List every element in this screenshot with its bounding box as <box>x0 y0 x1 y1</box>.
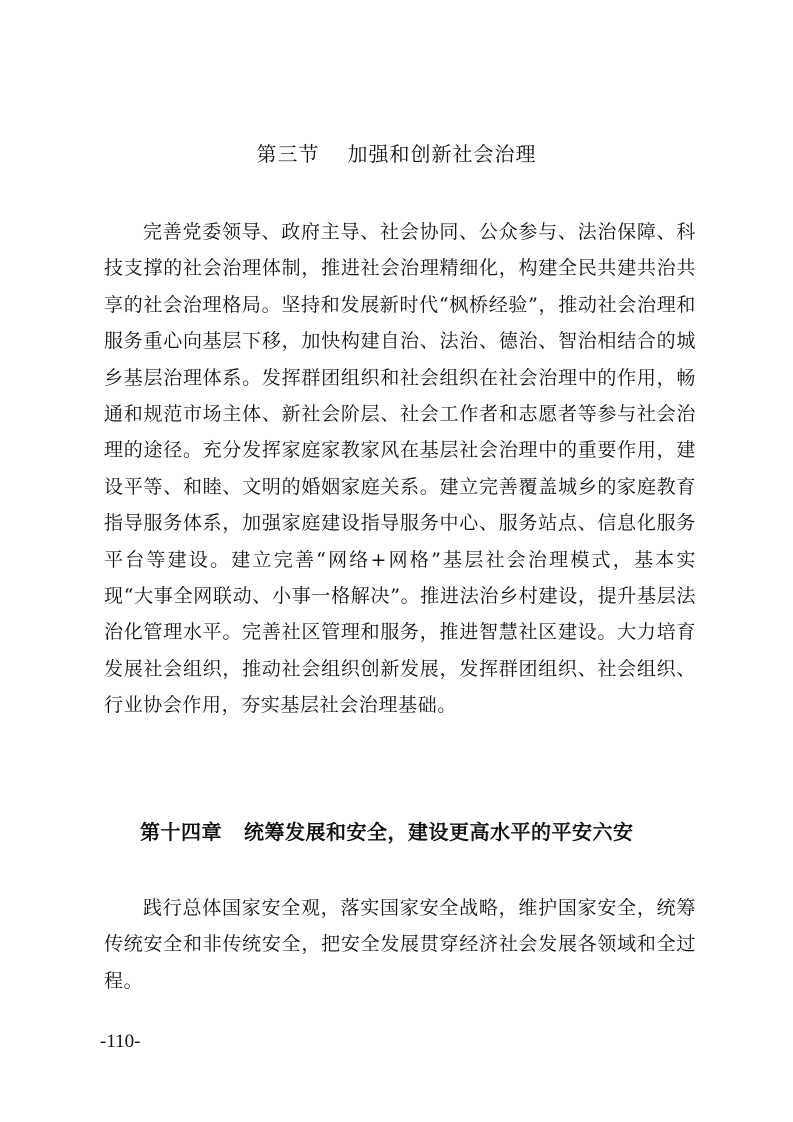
chapter-heading <box>140 817 740 847</box>
body-paragraph-1: 完善党委领导、政府主导、社会协同、公众参与、法治保障、科技支撑的社会治理体制，推进社会治理精细化，构建全民共建共治共享的社会治理格局。坚持和发展新时代“枫桥经验”，推动社会治理和服务重心向基层下移，加快构建自治、法治、德治、智治相结合的城乡基层治理体系。发挥群团组织和社会组织在社会治理中的作用，畅通和规范市场主体、新社会阶层、社会工作者和志愿者等参与社会治理的途径。充分发挥家庭家教家风在基层社会治理中的重要作用，建设平等、和睦、文明的婚姻家庭关系。建立完善覆盖城乡的家庭教育指导服务体系，加强家庭建设指导服务中心、服务站点、信息化服务平台等建设。建立完善“网络+网格”基层社会治理模式，基本实现“大事全网联动、小事一格解决”。推进法治乡村建设，提升基层法治化管理水平。完善社区管理和服务，推进智慧社区建设。大力培育发展社会组织，推动社会组织创新发展，发挥群团组织、社会组织、行业协会作用，夯实基层社会治理基础。 <box>104 221 696 717</box>
section-heading <box>0 140 793 168</box>
body-paragraph-2: 践行总体国家安全观，落实国家安全战略，维护国家安全，统筹传统安全和非传统安全，把安全发展贯穿经济社会发展各领域和全过程。 <box>104 897 696 992</box>
page-number: -110- <box>100 1031 141 1052</box>
chapter-title-text: 统筹发展和安全，建设更高水平的平安六安 <box>244 820 634 844</box>
chapter-label: 第十四章 <box>140 820 222 844</box>
section-title-text: 加强和创新社会治理 <box>347 142 537 166</box>
section-label: 第三节 <box>256 142 320 166</box>
